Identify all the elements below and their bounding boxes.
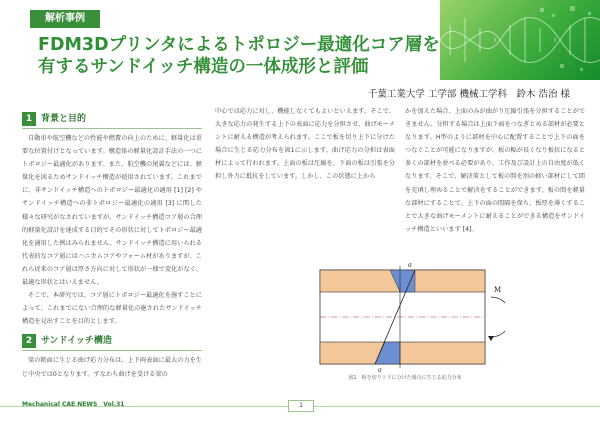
column-3 [405,105,585,236]
moment-arrow-icon [491,297,505,337]
paragraph-part-3: かを加えた場合、上面のみが曲がり圧縮引張を分担することができません。分担する場合は上面下面をつなぎとめる部材が必要となります。H型のように部材を中心に配置することで上下の面をつなぐことが可能になりますが、板の幅が長くなり板状になると多くの部材を並べる必要があり、工作及び設計上の自由度が低くなります。そこで、解決策として板の間を別の軽い部材にして間を充填し埋めることで解決をすることができます。板の間を軽量な部材にすることで、上下の面の間隔を保ち、板厚を薄くすることで大きな曲げモーメントに耐えることができる構造をサンドイッチ構造といいます [4]。 [405,108,585,233]
page-number: 1 [288,400,314,412]
bottom-face-plate [320,342,485,364]
section-title: サンドイッチ構造 [41,336,112,347]
stress-distribution-figure [305,262,505,372]
arrow-head-icon [488,336,494,341]
section-title: 背景と目的 [41,114,87,124]
paragraph-part-1: 梁の断面に生じる曲げ応力分布は、上下両表面に最大の力を生じ中央では0となります。すなわち曲げを受ける梁の [22,357,202,378]
publication-name: Mechanical CAE NEWS Vol.31 [22,401,125,408]
category-tag: 解析事例 [30,10,100,28]
paragraph: そこで、本研究では、コア層にトポロジー最適化を施すことによって、これまでにない合理的な軽量化の施されたサンドイッチ構造を見出すことを目的とします。 [22,292,202,326]
figure-caption: 図1 板を切り上下に分けた場合に生じる応力分布 [348,375,462,381]
article-title [38,34,468,78]
paragraph-part-2: 中心では応力に対し、機能しなくてもよいといえます。そこで、大きな応力の発生する上下の表面に応力を分担させ、曲げモーメントに耐える構造が考えられます。ここで板を切り上下に分けた場合に生じる応力分布を図1に示します。曲げ応力の分担は表面材によって行われます。上面の板は圧縮を、下面の板は引張を分担し外力に抵抗をしています。しかし、この状態に上から [215,108,395,181]
section-1-heading [22,112,202,129]
title-line-2: 有するサンドイッチ構造の一体成形と評価 [38,57,369,77]
section-2-heading [22,334,202,351]
section-number: 1 [22,112,36,126]
paragraph: 自動車や航空機などの性能や燃費の向上のために、軽量化は重要な位置付けとなっています。構造体の軽量化設計手法の一つにトポロジー最適化があります。また、航空機の尾翼などには、軽量化を図るためサンドイッチ構造が使用されています。これまでに、非サンドイッチ構造へのトポロジー最適化の適用 [1] [2] やサンドイッチ構造への非トポロジー最適化の適用 [3] に関した様々な研究がなされていますが、サンドイッチ構造コア層の合理的軽量化設計を達成する目的でその形状に対してトポロジー最適化を適用した例はみられません。サンドイッチ構造に用いられる代表的なコア層にはハニカムコアやフォーム材がありますが、これら従来のコア層は厚さ方向に対して形状が一様で変化がなく、最適な形状とはいえません。 [22,135,202,287]
moment-label: M [494,286,502,294]
title-line-1: FDM3Dプリンタによるトポロジー最適化コア層を [38,35,440,55]
section-number: 2 [22,334,36,348]
column-2 [215,105,395,184]
author-affiliation: 千葉工業大学 工学部 機械工学科 鈴木 浩治 様 [367,89,570,100]
sigma-top-label: σ [408,262,413,269]
sigma-bottom-label: σ [378,367,383,372]
figure-svg [305,262,505,372]
column-1 [22,112,202,381]
